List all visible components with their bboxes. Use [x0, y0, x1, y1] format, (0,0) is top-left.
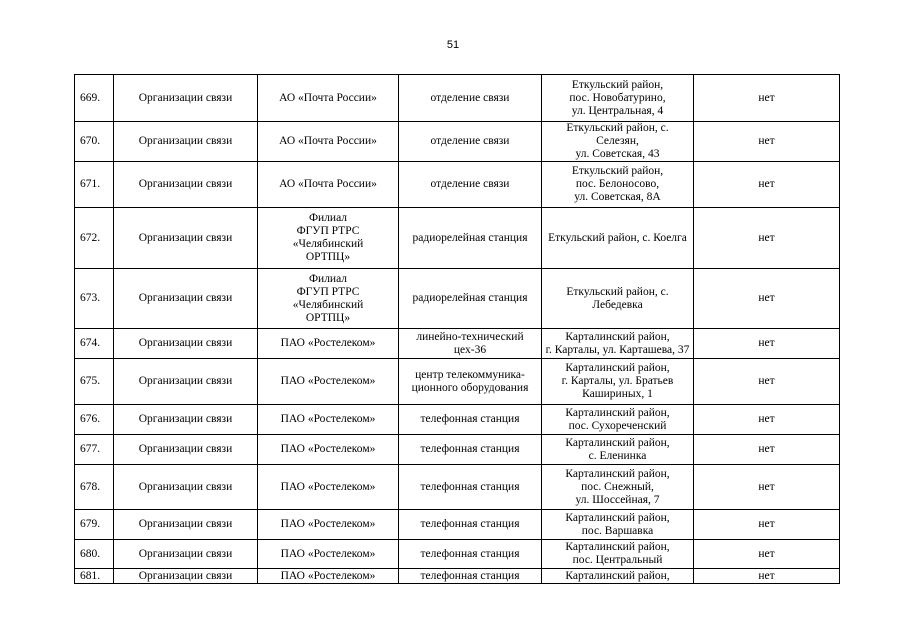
category-cell: Организации связи [114, 405, 258, 435]
table-row [75, 329, 840, 359]
organization-cell: ПАО «Ростелеком» [258, 465, 399, 510]
category-cell: Организации связи [114, 269, 258, 329]
table-row [75, 75, 840, 122]
registry-table [74, 74, 840, 584]
organization-cell: Филиал ФГУП РТРС «Челябинский ОРТПЦ» [258, 208, 399, 269]
address-cell: Еткульский район, с. Коелга [542, 208, 694, 269]
row-number: 679. [75, 510, 114, 540]
category-cell: Организации связи [114, 435, 258, 465]
row-number: 673. [75, 269, 114, 329]
address-cell: Еткульский район, с. Лебедевка [542, 269, 694, 329]
category-cell: Организации связи [114, 329, 258, 359]
organization-cell: АО «Почта России» [258, 75, 399, 122]
mark-cell: нет [694, 510, 840, 540]
facility-type-cell: отделение связи [399, 122, 542, 162]
row-number: 681. [75, 569, 114, 584]
row-number: 680. [75, 540, 114, 569]
organization-cell: ПАО «Ростелеком» [258, 540, 399, 569]
address-cell: Карталинский район, г. Карталы, ул. Карташева, 37 [542, 329, 694, 359]
address-cell: Еткульский район, пос. Белоносово, ул. Советская, 8А [542, 162, 694, 208]
address-cell: Карталинский район, пос. Центральный [542, 540, 694, 569]
row-number: 676. [75, 405, 114, 435]
row-number: 678. [75, 465, 114, 510]
organization-cell: АО «Почта России» [258, 162, 399, 208]
category-cell: Организации связи [114, 75, 258, 122]
facility-type-cell: телефонная станция [399, 510, 542, 540]
category-cell: Организации связи [114, 510, 258, 540]
address-cell: Карталинский район, пос. Варшавка [542, 510, 694, 540]
table-row [75, 435, 840, 465]
mark-cell: нет [694, 465, 840, 510]
address-cell: Карталинский район, пос. Сухореченский [542, 405, 694, 435]
row-number: 669. [75, 75, 114, 122]
row-number: 671. [75, 162, 114, 208]
table-row [75, 359, 840, 405]
organization-cell: ПАО «Ростелеком» [258, 569, 399, 584]
table-row [75, 269, 840, 329]
row-number: 677. [75, 435, 114, 465]
address-cell: Еткульский район, пос. Новобатурино, ул. Центральная, 4 [542, 75, 694, 122]
address-cell: Карталинский район, пос. Снежный, ул. Шоссейная, 7 [542, 465, 694, 510]
facility-type-cell: телефонная станция [399, 405, 542, 435]
table-row [75, 162, 840, 208]
facility-type-cell: радиорелейная станция [399, 208, 542, 269]
table-row [75, 208, 840, 269]
table-row [75, 465, 840, 510]
category-cell: Организации связи [114, 208, 258, 269]
organization-cell: ПАО «Ростелеком» [258, 329, 399, 359]
table-row [75, 405, 840, 435]
row-number: 670. [75, 122, 114, 162]
category-cell: Организации связи [114, 569, 258, 584]
mark-cell: нет [694, 208, 840, 269]
organization-cell: ПАО «Ростелеком» [258, 435, 399, 465]
facility-type-cell: отделение связи [399, 75, 542, 122]
address-cell: Карталинский район, [542, 569, 694, 584]
organization-cell: ПАО «Ростелеком» [258, 405, 399, 435]
row-number: 674. [75, 329, 114, 359]
address-cell: Карталинский район, г. Карталы, ул. Братьев Кашириных, 1 [542, 359, 694, 405]
facility-type-cell: отделение связи [399, 162, 542, 208]
address-cell: Карталинский район, с. Еленинка [542, 435, 694, 465]
address-cell: Еткульский район, с. Селезян, ул. Советская, 43 [542, 122, 694, 162]
mark-cell: нет [694, 540, 840, 569]
page-number: 51 [446, 39, 460, 51]
facility-type-cell: центр телекоммуника- ционного оборудования [399, 359, 542, 405]
table-row [75, 569, 840, 584]
category-cell: Организации связи [114, 162, 258, 208]
category-cell: Организации связи [114, 359, 258, 405]
facility-type-cell: телефонная станция [399, 435, 542, 465]
category-cell: Организации связи [114, 540, 258, 569]
organization-cell: Филиал ФГУП РТРС «Челябинский ОРТПЦ» [258, 269, 399, 329]
mark-cell: нет [694, 122, 840, 162]
mark-cell: нет [694, 75, 840, 122]
table-row [75, 540, 840, 569]
mark-cell: нет [694, 329, 840, 359]
mark-cell: нет [694, 435, 840, 465]
facility-type-cell: радиорелейная станция [399, 269, 542, 329]
organization-cell: АО «Почта России» [258, 122, 399, 162]
organization-cell: ПАО «Ростелеком» [258, 359, 399, 405]
row-number: 675. [75, 359, 114, 405]
organization-cell: ПАО «Ростелеком» [258, 510, 399, 540]
facility-type-cell: линейно-технический цех-36 [399, 329, 542, 359]
mark-cell: нет [694, 405, 840, 435]
category-cell: Организации связи [114, 465, 258, 510]
table-row [75, 122, 840, 162]
row-number: 672. [75, 208, 114, 269]
category-cell: Организации связи [114, 122, 258, 162]
mark-cell: нет [694, 569, 840, 584]
facility-type-cell: телефонная станция [399, 569, 542, 584]
mark-cell: нет [694, 359, 840, 405]
mark-cell: нет [694, 162, 840, 208]
facility-type-cell: телефонная станция [399, 540, 542, 569]
table-row [75, 510, 840, 540]
mark-cell: нет [694, 269, 840, 329]
facility-type-cell: телефонная станция [399, 465, 542, 510]
